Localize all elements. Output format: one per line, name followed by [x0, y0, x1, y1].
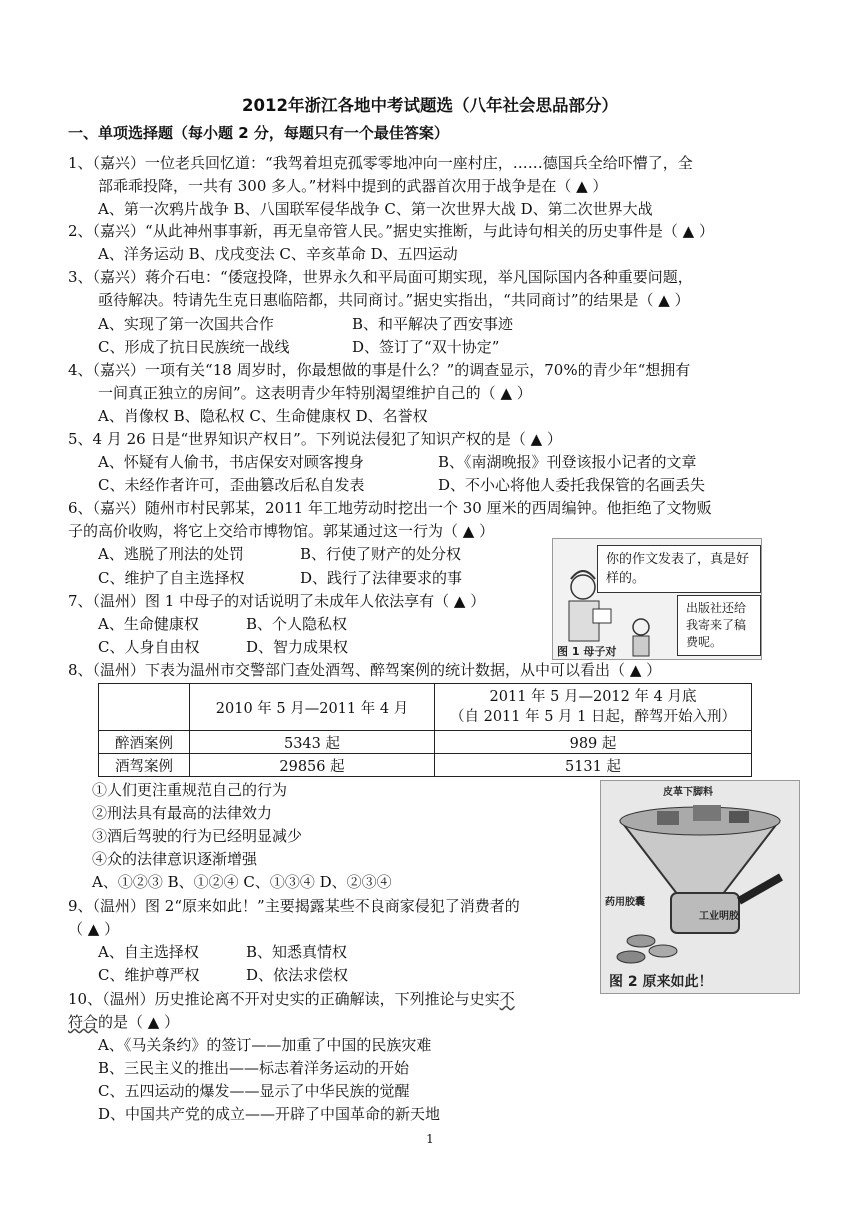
- question-8-statement-4: ④众的法律意识逐渐增强: [92, 850, 258, 868]
- question-6-option-c: C、维护了自主选择权: [98, 569, 245, 587]
- question-1-line-2: 部乖乖投降，一共有 300 多人。”材料中提到的武器首次用于战争是在（ ▲ ）: [98, 177, 608, 195]
- question-8-statement-3: ③酒后驾驶的行为已经明显减少: [92, 827, 303, 845]
- question-2-options: A、洋务运动 B、戊戌变法 C、辛亥革命 D、五四运动: [98, 245, 458, 263]
- figure-1-speech-bubble-child: 出版社还给我寄来了稿费呢。: [677, 595, 761, 656]
- question-9-option-d: D、依法求偿权: [246, 966, 349, 984]
- table-cell: 29856 起: [190, 754, 435, 777]
- question-3-line-1: 3、（嘉兴）蒋介石电：“倭寇投降，世界永久和平局面可期实现，举凡国际国内各种重要问题，: [68, 268, 693, 286]
- question-1-options: A、第一次鸦片战争 B、八国联军侵华战争 C、第一次世界大战 D、第二次世界大战: [98, 200, 653, 218]
- question-2-line-1: 2、（嘉兴）“从此神州事事新，再无皇帝管人民。”据史实推断，与此诗句相关的历史事件是（ ▲ ）: [68, 222, 714, 240]
- question-6-line-1: 6、（嘉兴）随州市村民郭某，2011 年工地劳动时挖出一个 30 厘米的西周编钟。他拒绝了文物贩: [68, 499, 712, 517]
- figure-1-speech-bubble-mother: 你的作文发表了，真是好样的。: [597, 545, 761, 593]
- question-7-option-b: B、个人隐私权: [246, 615, 348, 633]
- table-cell: 5131 起: [435, 754, 752, 777]
- question-6-option-a: A、逃脱了刑法的处罚: [98, 545, 244, 563]
- question-10-line-2: [68, 1011, 179, 1033]
- table-corner-cell: [99, 684, 190, 731]
- table-row-label: 醉酒案例: [99, 731, 190, 754]
- drunk-driving-table: [98, 683, 752, 777]
- page-title: 2012年浙江各地中考试题选（八年社会思品部分）: [242, 96, 618, 115]
- table-cell: 5343 起: [190, 731, 435, 754]
- table-row: [99, 731, 752, 754]
- question-10-emphasis-match: 符合: [68, 1013, 99, 1031]
- question-8-statement-2: ②刑法具有最高的法律效力: [92, 804, 273, 822]
- question-8-statement-1: ①人们更注重规范自己的行为: [92, 781, 288, 799]
- question-3-line-2: 亟待解决。特请先生克日惠临陪都，共同商讨。”据史实指出，“共同商讨”的结果是（ ▲ ）: [98, 291, 690, 309]
- question-9-option-a: A、自主选择权: [98, 943, 199, 961]
- table-header-period-2: [435, 684, 752, 731]
- question-10-line-2-text: 的是（ ▲ ）: [98, 1013, 180, 1031]
- question-10-emphasis-not: 不: [499, 990, 515, 1008]
- question-4-line-2: 一间真正独立的房间”。这表明青少年特别渴望维护自己的（ ▲ ）: [98, 384, 532, 402]
- table-row-label: 酒驾案例: [99, 754, 190, 777]
- question-6-line-2: 子的高价收购，将它上交给市博物馆。郭某通过这一行为（ ▲ ）: [68, 522, 495, 540]
- figure-2-label-left: 药用胶囊: [605, 897, 645, 908]
- question-6-option-d: D、践行了法律要求的事: [300, 569, 463, 587]
- question-5-line-1: 5、4 月 26 日是“世界知识产权日”。下列说法侵犯了知识产权的是（ ▲ ）: [68, 430, 562, 448]
- question-5-option-c: C、未经作者许可，歪曲篡改后私自发表: [98, 476, 365, 494]
- question-8-options: A、①②③ B、①②④ C、①③④ D、②③④: [92, 873, 392, 891]
- figure-2-label-machine: 工业明胶: [699, 911, 739, 922]
- table-header-row: [99, 684, 752, 731]
- question-10-option-c: C、五四运动的爆发——显示了中华民族的觉醒: [98, 1082, 410, 1100]
- question-10-option-d: D、中国共产党的成立——开辟了中国革命的新天地: [98, 1105, 441, 1123]
- figure-2-caption: 图 2 原来如此！: [609, 974, 713, 990]
- question-7-option-a: A、生命健康权: [98, 615, 199, 633]
- question-10-option-a: A、《马关条约》的签订——加重了中国的民族灾难: [98, 1036, 432, 1054]
- question-1-line-1: 1、（嘉兴）一位老兵回忆道：“我驾着坦克孤零零地冲向一座村庄，……德国兵全给吓懵了，全: [68, 154, 693, 172]
- question-8-line-1: 8、（温州）下表为温州市交警部门查处酒驾、醉驾案例的统计数据，从中可以看出（ ▲ ）: [68, 661, 662, 679]
- table-header-period-1: 2010 年 5 月—2011 年 4 月: [190, 684, 435, 731]
- table-header-period-2-note: （自 2011 年 5 月 1 日起，醉驾开始入刑）: [449, 709, 736, 725]
- question-4-options: A、肖像权 B、隐私权 C、生命健康权 D、名誉权: [98, 407, 428, 425]
- question-4-line-1: 4、（嘉兴）一项有关“18 周岁时，你最想做的事是什么？”的调查显示，70%的青少年“想拥有: [68, 361, 691, 379]
- figure-2-label-top: 皮革下脚料: [663, 787, 713, 798]
- question-9-line-1: 9、（温州）图 2“原来如此！”主要揭露某些不良商家侵犯了消费者的: [68, 897, 520, 915]
- table-cell: 989 起: [435, 731, 752, 754]
- question-5-option-a: A、怀疑有人偷书，书店保安对顾客搜身: [98, 453, 364, 471]
- question-10-line-1-text: 10、（温州）历史推论离不开对史实的正确解读，下列推论与史实: [68, 990, 500, 1008]
- question-3-option-d: D、签订了“双十协定”: [352, 338, 500, 356]
- question-7-line-1: 7、（温州）图 1 中母子的对话说明了未成年人依法享有（ ▲ ）: [68, 592, 486, 610]
- question-9-option-b: B、知悉真情权: [246, 943, 348, 961]
- question-9-line-2: （ ▲ ）: [68, 920, 120, 938]
- question-7-option-c: C、人身自由权: [98, 638, 200, 656]
- figure-2-illustration: [601, 781, 799, 993]
- figure-2-cartoon: [600, 780, 800, 994]
- question-6-option-b: B、行使了财产的处分权: [300, 545, 462, 563]
- question-3-option-a: A、实现了第一次国共合作: [98, 315, 274, 333]
- question-9-option-c: C、维护尊严权: [98, 966, 200, 984]
- question-5-option-d: D、不小心将他人委托我保管的名画丢失: [438, 476, 706, 494]
- question-10-option-b: B、三民主义的推出——标志着洋务运动的开始: [98, 1059, 410, 1077]
- question-5-option-b: B、《南湖晚报》刊登该报小记者的文章: [438, 453, 697, 471]
- section-heading: 一、单项选择题（每小题 2 分，每题只有一个最佳答案）: [68, 124, 449, 142]
- figure-1-cartoon: [552, 538, 762, 660]
- table-row: [99, 754, 752, 777]
- question-3-option-b: B、和平解决了西安事迹: [352, 315, 514, 333]
- question-10-line-1: [68, 988, 515, 1010]
- page-number: 1: [426, 1132, 434, 1146]
- figure-1-caption: 图 1 母子对: [557, 645, 617, 658]
- question-3-option-c: C、形成了抗日民族统一战线: [98, 338, 290, 356]
- table-header-period-2-range: 2011 年 5 月—2012 年 4 月底: [489, 689, 697, 705]
- question-7-option-d: D、智力成果权: [246, 638, 349, 656]
